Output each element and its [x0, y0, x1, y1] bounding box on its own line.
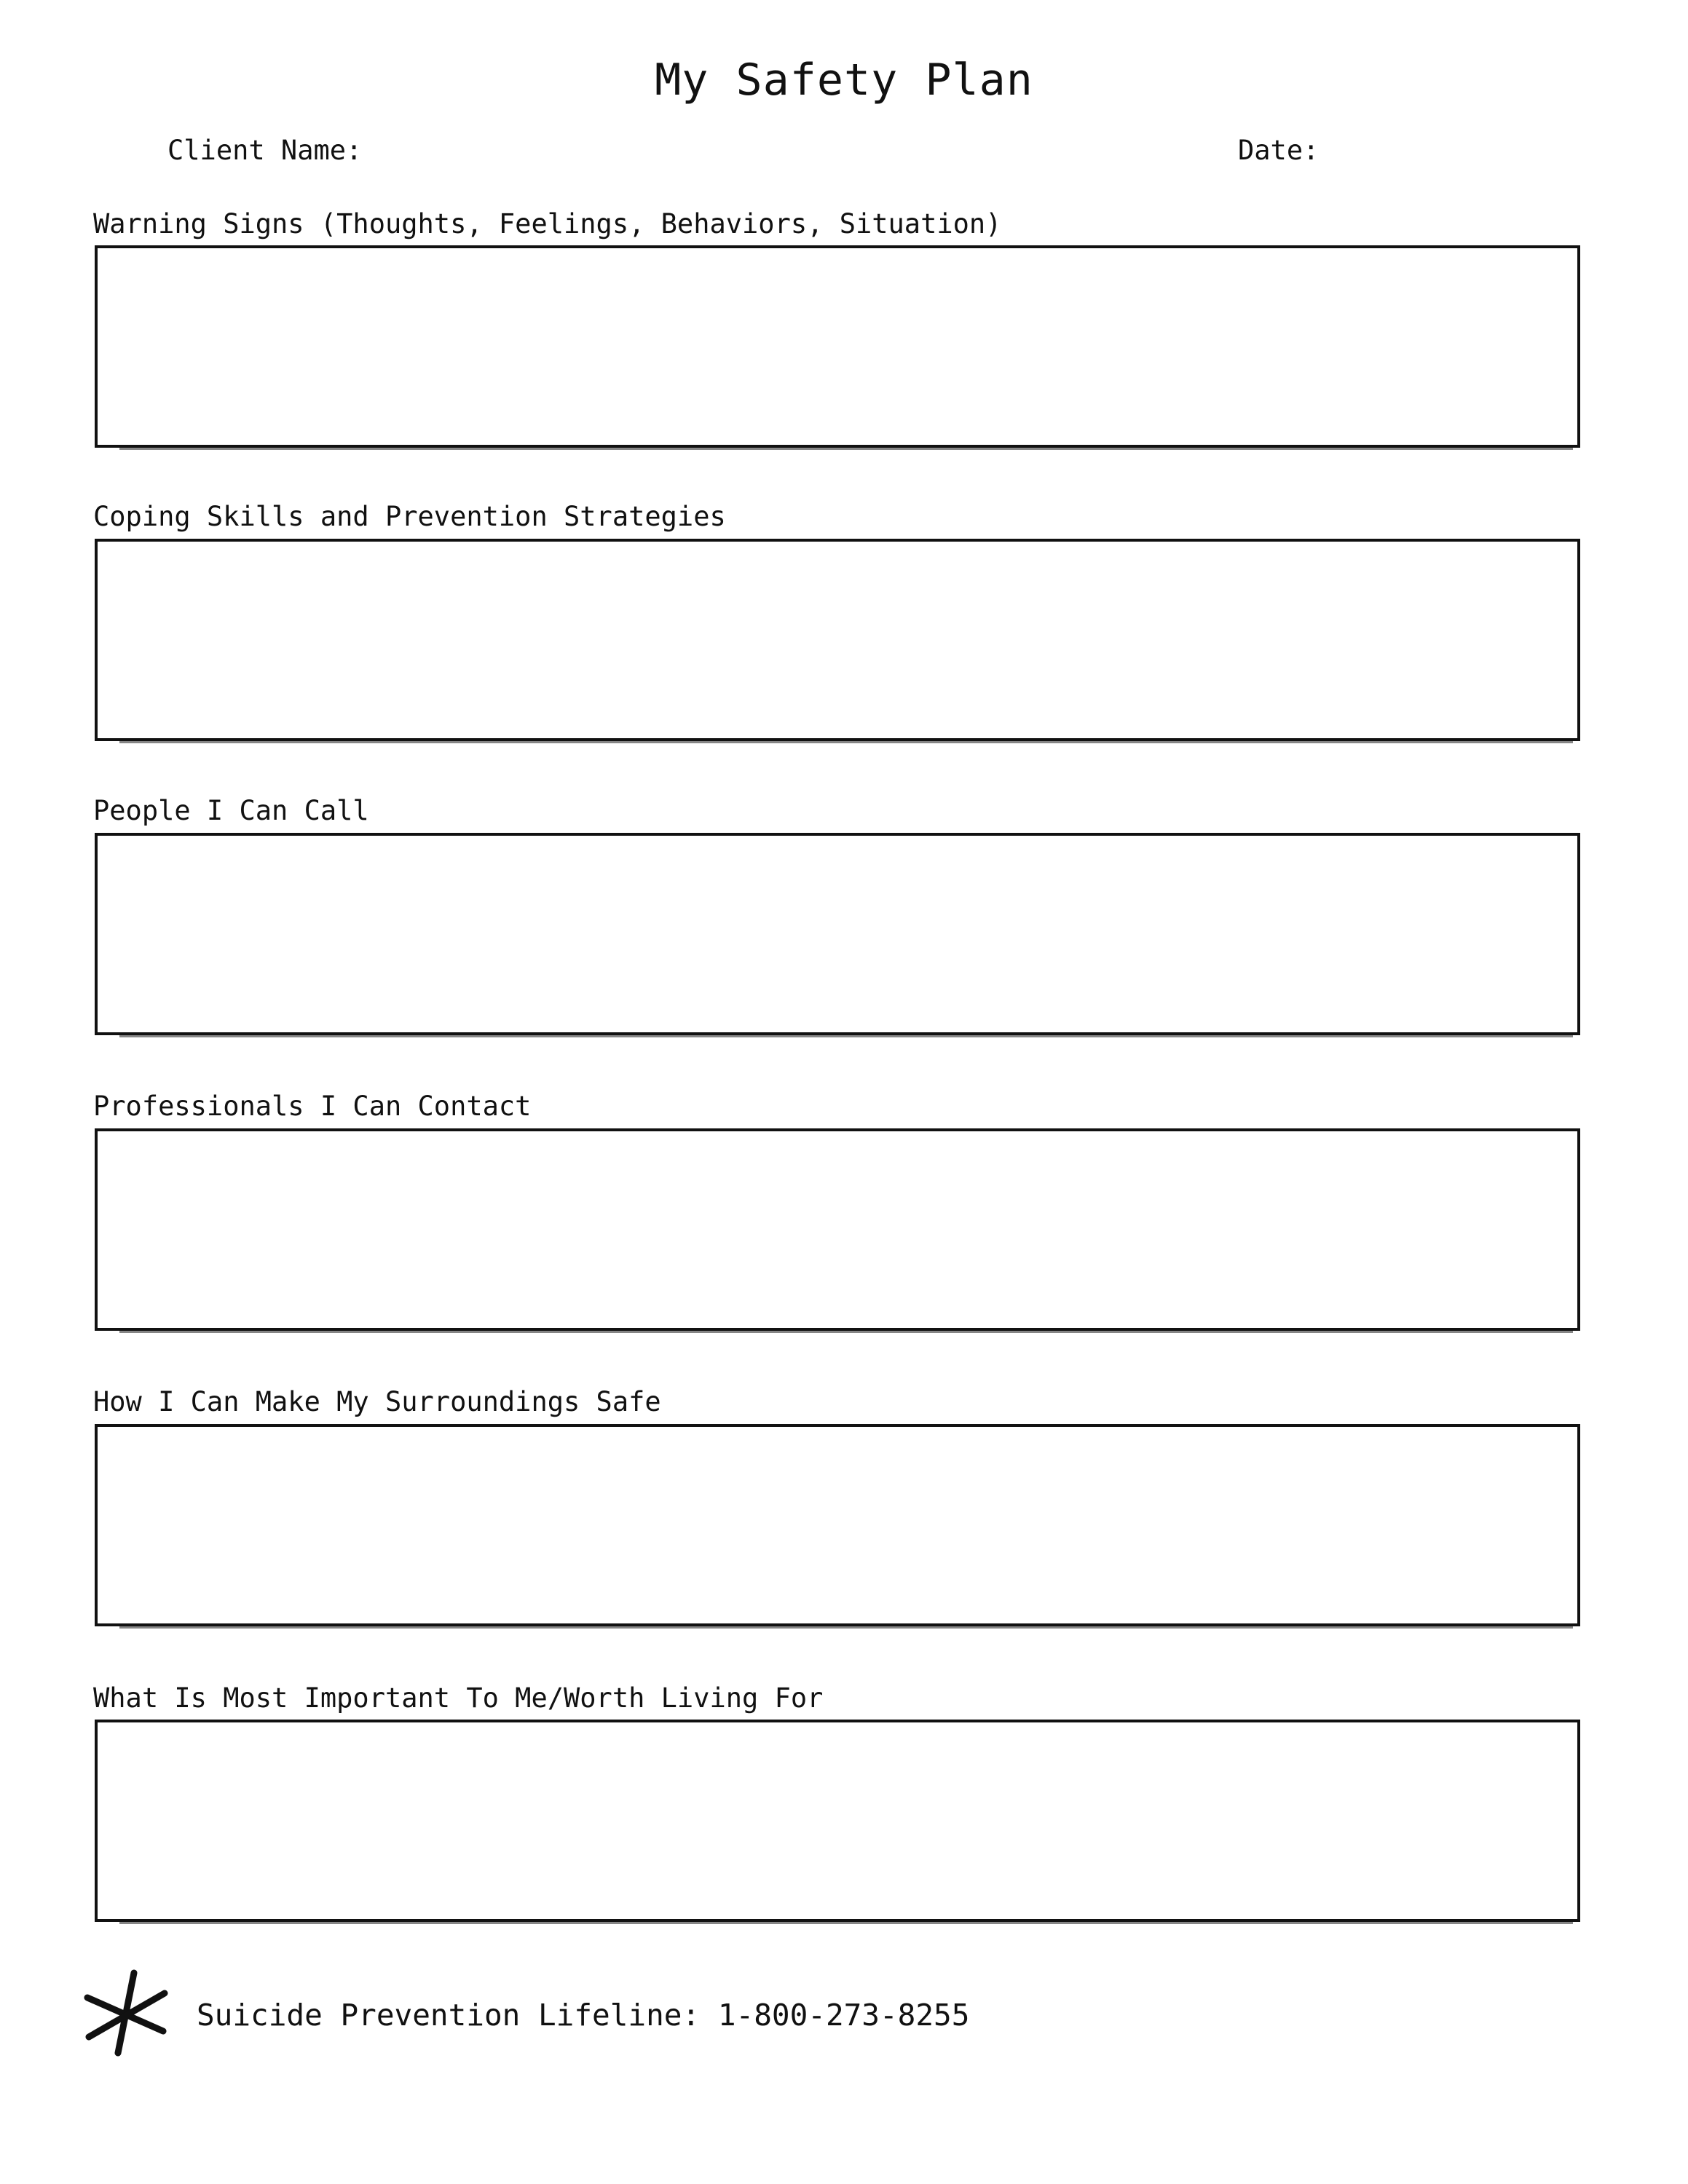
people-to-call-label: People I Can Call — [93, 795, 369, 826]
people-to-call-box[interactable] — [95, 833, 1580, 1035]
safe-surroundings-box[interactable] — [95, 1424, 1580, 1626]
coping-skills-box[interactable] — [95, 539, 1580, 741]
warning-signs-box[interactable] — [95, 245, 1580, 448]
worth-living-for-label: What Is Most Important To Me/Worth Living For — [93, 1682, 824, 1714]
safe-surroundings-label: How I Can Make My Surroundings Safe — [93, 1386, 661, 1417]
date-label: Date: — [1238, 135, 1320, 166]
professionals-label: Professionals I Can Contact — [93, 1091, 532, 1122]
worth-living-for-box[interactable] — [95, 1720, 1580, 1922]
asterisk-icon — [82, 1967, 176, 2062]
professionals-box[interactable] — [95, 1128, 1580, 1331]
lifeline-footer — [82, 1967, 1101, 2062]
page-title: My Safety Plan — [655, 55, 1033, 106]
lifeline-text: Suicide Prevention Lifeline: 1-800-273-8255 — [197, 1998, 970, 2033]
warning-signs-label: Warning Signs (Thoughts, Feelings, Behaviors, Situation) — [93, 208, 1002, 240]
client-name-label: Client Name: — [167, 135, 363, 166]
coping-skills-label: Coping Skills and Prevention Strategies — [93, 501, 726, 532]
